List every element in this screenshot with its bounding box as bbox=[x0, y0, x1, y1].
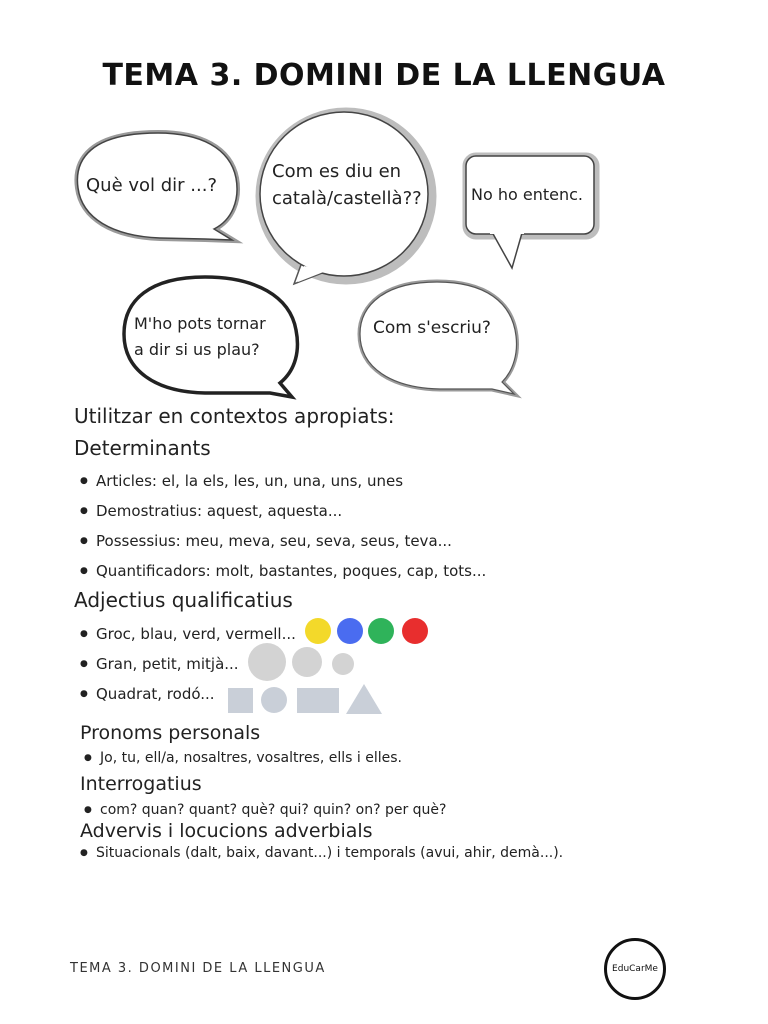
list-item: ● Situacionals (dalt, baix, davant...) i temporals (avui, ahir, demà...). bbox=[76, 842, 563, 864]
educarme-logo bbox=[604, 938, 666, 1000]
yellow-circle bbox=[305, 618, 331, 644]
bubble-4-text: M'ho pots tornar a dir si us plau? bbox=[134, 314, 266, 359]
green-circle bbox=[368, 618, 394, 644]
blue-circle bbox=[337, 618, 363, 644]
advervis-list bbox=[76, 842, 563, 864]
list-item: ● Demostratius: aquest, aquesta... bbox=[74, 496, 486, 526]
pronoms-heading: Pronoms personals bbox=[80, 722, 261, 744]
interrogatius-heading: Interrogatius bbox=[80, 773, 202, 795]
interrogatius-list bbox=[80, 799, 446, 821]
red-circle bbox=[402, 618, 428, 644]
determinants-list bbox=[74, 466, 486, 586]
footer-title: TEMA 3. DOMINI DE LA LLENGUA bbox=[70, 961, 326, 976]
triangle-shape bbox=[346, 684, 382, 714]
pronoms-list bbox=[80, 747, 402, 769]
advervis-heading: Advervis i locucions adverbials bbox=[80, 820, 373, 842]
round-shape bbox=[261, 687, 287, 713]
list-item: ● Articles: el, la els, les, un, una, uns, unes bbox=[74, 466, 486, 496]
bubble-5-text: Com s'escriu? bbox=[373, 318, 491, 338]
list-item: ● com? quan? quant? què? qui? quin? on? per què? bbox=[80, 799, 446, 821]
list-item: ● Possessius: meu, meva, seu, seva, seus, teva... bbox=[74, 526, 486, 556]
logo-text: EduCarMe bbox=[612, 964, 658, 974]
medium-circle bbox=[292, 647, 322, 677]
large-circle bbox=[248, 643, 286, 681]
small-circle bbox=[332, 653, 354, 675]
section-heading: Utilitzar en contextos apropiats: bbox=[74, 404, 395, 428]
square-shape bbox=[228, 688, 253, 713]
bubble-3-text: No ho entenc. bbox=[471, 185, 583, 204]
speech-bubble-3 bbox=[466, 156, 596, 268]
bubble-1-text: Què vol dir ...? bbox=[86, 175, 218, 196]
page-title: TEMA 3. DOMINI DE LA LLENGUA bbox=[102, 58, 666, 93]
adjectius-heading: Adjectius qualificatius bbox=[74, 588, 293, 612]
list-item: ● Gran, petit, mitjà... bbox=[74, 649, 296, 679]
list-item: ● Jo, tu, ell/a, nosaltres, vosaltres, ells i elles. bbox=[80, 747, 402, 769]
list-item: ● Quadrat, rodó... bbox=[74, 679, 296, 709]
bubble-2-text: Com es diu en català/castellà?? bbox=[272, 161, 422, 209]
adjective-illustrations bbox=[0, 600, 768, 720]
list-item: ● Groc, blau, verd, vermell... bbox=[74, 619, 296, 649]
determinants-heading: Determinants bbox=[74, 436, 211, 460]
rectangle-shape bbox=[297, 688, 339, 713]
list-item: ● Quantificadors: molt, bastantes, poques, cap, tots... bbox=[74, 556, 486, 586]
